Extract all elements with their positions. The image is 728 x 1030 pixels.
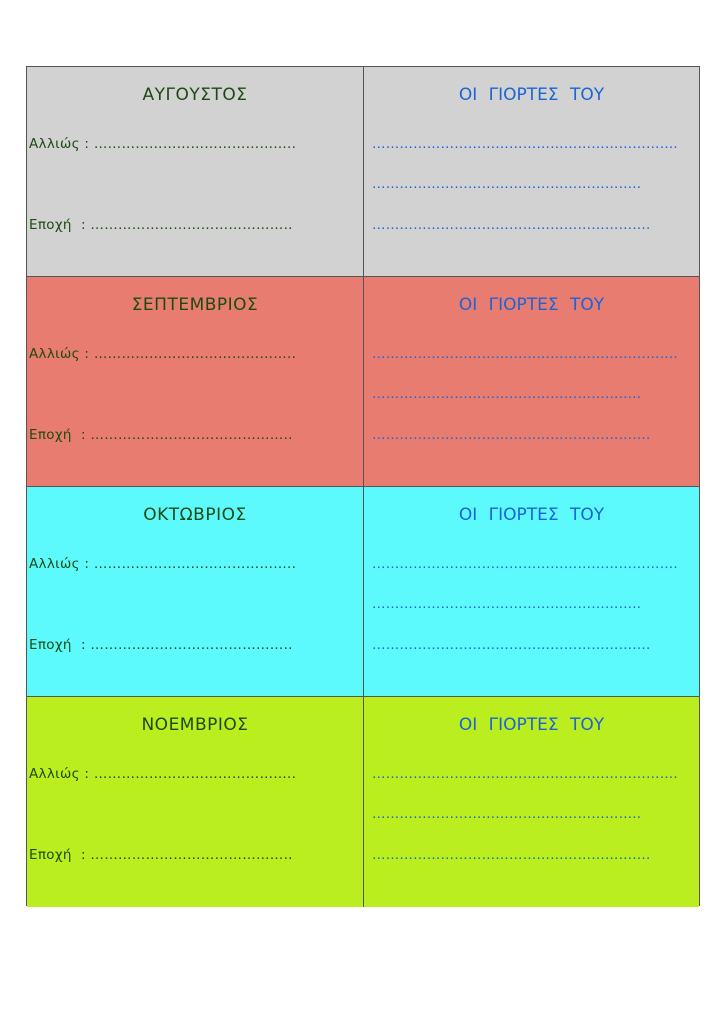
holiday-line: ………………………………………………….. — [372, 596, 642, 612]
holiday-line: ……………………………………………………. — [372, 637, 651, 653]
holiday-line: ………………………………………………….. — [372, 386, 642, 402]
holiday-line: ………………………………………………….. — [372, 176, 642, 192]
month-title: ΝΟΕΜΒΡΙΟΣ — [141, 715, 249, 735]
holiday-line: …………………………………………………………. — [372, 346, 678, 362]
holiday-line: …………………………………………………………. — [372, 556, 678, 572]
holidays-cell — [364, 67, 699, 276]
month-row-october — [27, 487, 699, 697]
months-table — [26, 66, 700, 906]
holiday-line: ……………………………………………………. — [372, 217, 651, 233]
holidays-cell — [364, 697, 699, 907]
holidays-cell — [364, 487, 699, 696]
other-name-field: Αλλιώς : …………………………………….. — [29, 136, 297, 152]
holidays-title: ΟΙ ΓΙΟΡΤΕΣ ΤΟΥ — [458, 295, 605, 315]
other-name-field: Αλλιώς : …………………………………….. — [29, 766, 297, 782]
month-row-november — [27, 697, 699, 907]
holiday-line: …………………………………………………………. — [372, 766, 678, 782]
holiday-line: ……………………………………………………. — [372, 847, 651, 863]
holidays-cell — [364, 277, 699, 486]
month-info-cell — [27, 697, 363, 907]
month-title: ΑΥΓΟΥΣΤΟΣ — [142, 85, 248, 105]
month-row-september — [27, 277, 699, 487]
holiday-line: …………………………………………………………. — [372, 136, 678, 152]
month-info-cell — [27, 487, 363, 696]
season-field: Εποχή : …………………………………….. — [29, 217, 293, 233]
month-title: ΟΚΤΩΒΡΙΟΣ — [143, 505, 247, 525]
holidays-title: ΟΙ ΓΙΟΡΤΕΣ ΤΟΥ — [458, 715, 605, 735]
other-name-field: Αλλιώς : …………………………………….. — [29, 346, 297, 362]
season-field: Εποχή : …………………………………….. — [29, 427, 293, 443]
holidays-title: ΟΙ ΓΙΟΡΤΕΣ ΤΟΥ — [458, 85, 605, 105]
month-row-august — [27, 67, 699, 277]
holiday-line: ……………………………………………………. — [372, 427, 651, 443]
month-info-cell — [27, 67, 363, 276]
season-field: Εποχή : …………………………………….. — [29, 637, 293, 653]
month-title: ΣΕΠΤΕΜΒΡΙΟΣ — [131, 295, 259, 315]
holiday-line: ………………………………………………….. — [372, 806, 642, 822]
month-info-cell — [27, 277, 363, 486]
other-name-field: Αλλιώς : …………………………………….. — [29, 556, 297, 572]
holidays-title: ΟΙ ΓΙΟΡΤΕΣ ΤΟΥ — [458, 505, 605, 525]
season-field: Εποχή : …………………………………….. — [29, 847, 293, 863]
